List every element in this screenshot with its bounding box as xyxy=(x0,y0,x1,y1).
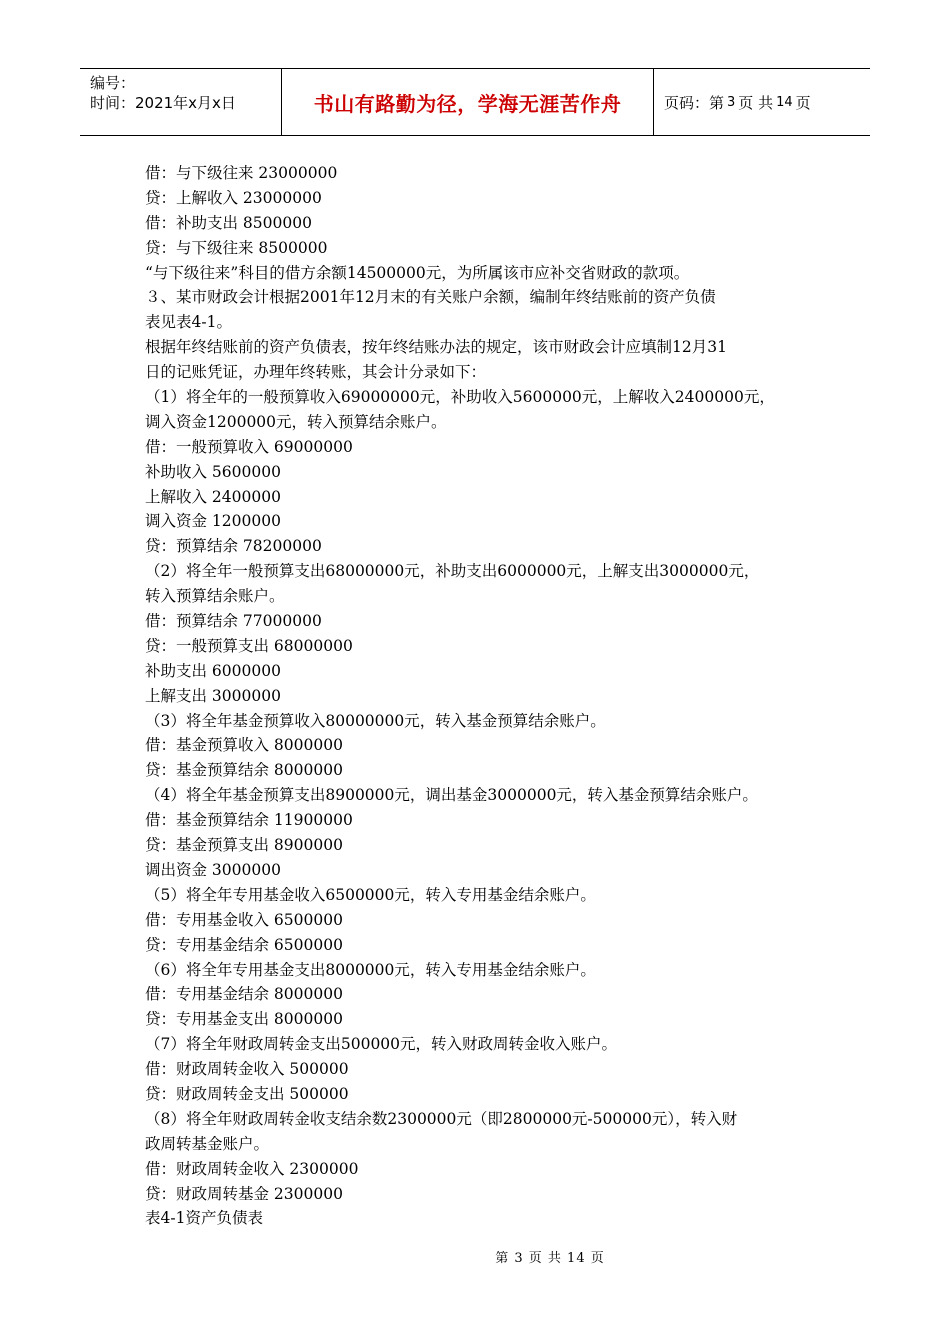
text-line: （4）将全年基金预算支出8900000元，调出基金3000000元，转入基金预算结余账户。 xyxy=(145,786,758,805)
text-line: 贷：专用基金支出 8000000 xyxy=(145,1010,343,1029)
text-line: 调出资金 3000000 xyxy=(145,860,281,879)
text-line: 借：专用基金收入 6500000 xyxy=(145,910,343,929)
text-line: 政周转基金账户。 xyxy=(145,1134,270,1153)
text-line: 贷：财政周转金支出 500000 xyxy=(145,1084,349,1103)
text-line: 转入预算结余账户。 xyxy=(145,587,285,606)
text-line: 借：财政周转金收入 500000 xyxy=(145,1060,349,1079)
document-body xyxy=(145,161,825,1231)
text-line: 贷：一般预算支出 68000000 xyxy=(145,636,353,655)
table-caption: 表4-1资产负债表 xyxy=(145,1209,263,1228)
text-line: （8）将全年财政周转金收支结余数2300000元（即2800000元-500000元），转入财 xyxy=(145,1109,738,1128)
header-meta xyxy=(80,69,282,135)
page-current: 3 xyxy=(727,94,736,110)
text-line: 上解收入 2400000 xyxy=(145,487,281,506)
text-line: 借：基金预算收入 8000000 xyxy=(145,736,343,755)
text-line: 贷：上解收入 23000000 xyxy=(145,188,322,207)
text-line: 借：基金预算结余 11900000 xyxy=(145,811,353,830)
text-line: （5）将全年专用基金收入6500000元，转入专用基金结余账户。 xyxy=(145,885,596,904)
text-line: 表见表4-1。 xyxy=(145,313,232,332)
text-line: 补助支出 6000000 xyxy=(145,661,281,680)
text-line: 调入资金1200000元，转入预算结余账户。 xyxy=(145,412,447,431)
text-line: “与下级往来”科目的借方余额14500000元，为所属该市应补交省财政的款项。 xyxy=(145,263,690,282)
text-line: 借：与下级往来 23000000 xyxy=(145,164,338,182)
text-line: （2）将全年一般预算支出68000000元，补助支出6000000元，上解支出3000000元， xyxy=(145,562,760,581)
page-total: 14 xyxy=(776,94,793,110)
text-line: 上解支出 3000000 xyxy=(145,686,281,705)
text-line: 贷：与下级往来 8500000 xyxy=(145,238,328,257)
text-line: 补助收入 5600000 xyxy=(145,462,281,481)
text-line: 借：补助支出 8500000 xyxy=(145,213,312,232)
text-line: （7）将全年财政周转金支出500000元，转入财政周转金收入账户。 xyxy=(145,1035,618,1054)
text-line: 借：财政周转金收入 2300000 xyxy=(145,1159,359,1178)
text-line: 贷：基金预算结余 8000000 xyxy=(145,761,343,780)
document-header xyxy=(80,68,870,136)
page-suffix: 页 xyxy=(795,93,811,112)
text-line: 贷：基金预算支出 8900000 xyxy=(145,836,343,855)
text-line: 日的记账凭证，办理年终转账，其会计分录如下： xyxy=(145,363,487,382)
text-line: 借：专用基金结余 8000000 xyxy=(145,985,343,1004)
page-prefix: 页码：第 xyxy=(664,93,725,112)
text-line: 借：预算结余 77000000 xyxy=(145,612,322,631)
text-line: 借：一般预算收入 69000000 xyxy=(145,437,353,456)
text-line: （3）将全年基金预算收入80000000元，转入基金预算结余账户。 xyxy=(145,711,606,730)
page-footer: 第 3 页 共 14 页 xyxy=(495,1251,605,1266)
text-line: （1）将全年的一般预算收入69000000元，补助收入5600000元，上解收入2400000元， xyxy=(145,388,775,407)
text-line: 贷：预算结余 78200000 xyxy=(145,537,322,556)
text-line: 调入资金 1200000 xyxy=(145,512,281,531)
header-motto: 书山有路勤为径，学海无涯苦作舟 xyxy=(282,69,654,135)
document-number-label: 编号： xyxy=(90,74,136,92)
header-page-info xyxy=(654,69,870,135)
page-middle: 页 共 xyxy=(738,93,774,112)
document-time-label: 时间：2021年x月x日 xyxy=(90,94,236,112)
text-line: 根据年终结账前的资产负债表，按年终结账办法的规定，该市财政会计应填制12月31 xyxy=(145,338,727,357)
text-line: ３、某市财政会计根据2001年12月末的有关账户余额，编制年终结账前的资产负债 xyxy=(145,288,716,307)
text-line: 贷：专用基金结余 6500000 xyxy=(145,935,343,954)
text-line: （6）将全年专用基金支出8000000元，转入专用基金结余账户。 xyxy=(145,960,596,979)
text-line: 贷：财政周转基金 2300000 xyxy=(145,1184,343,1203)
